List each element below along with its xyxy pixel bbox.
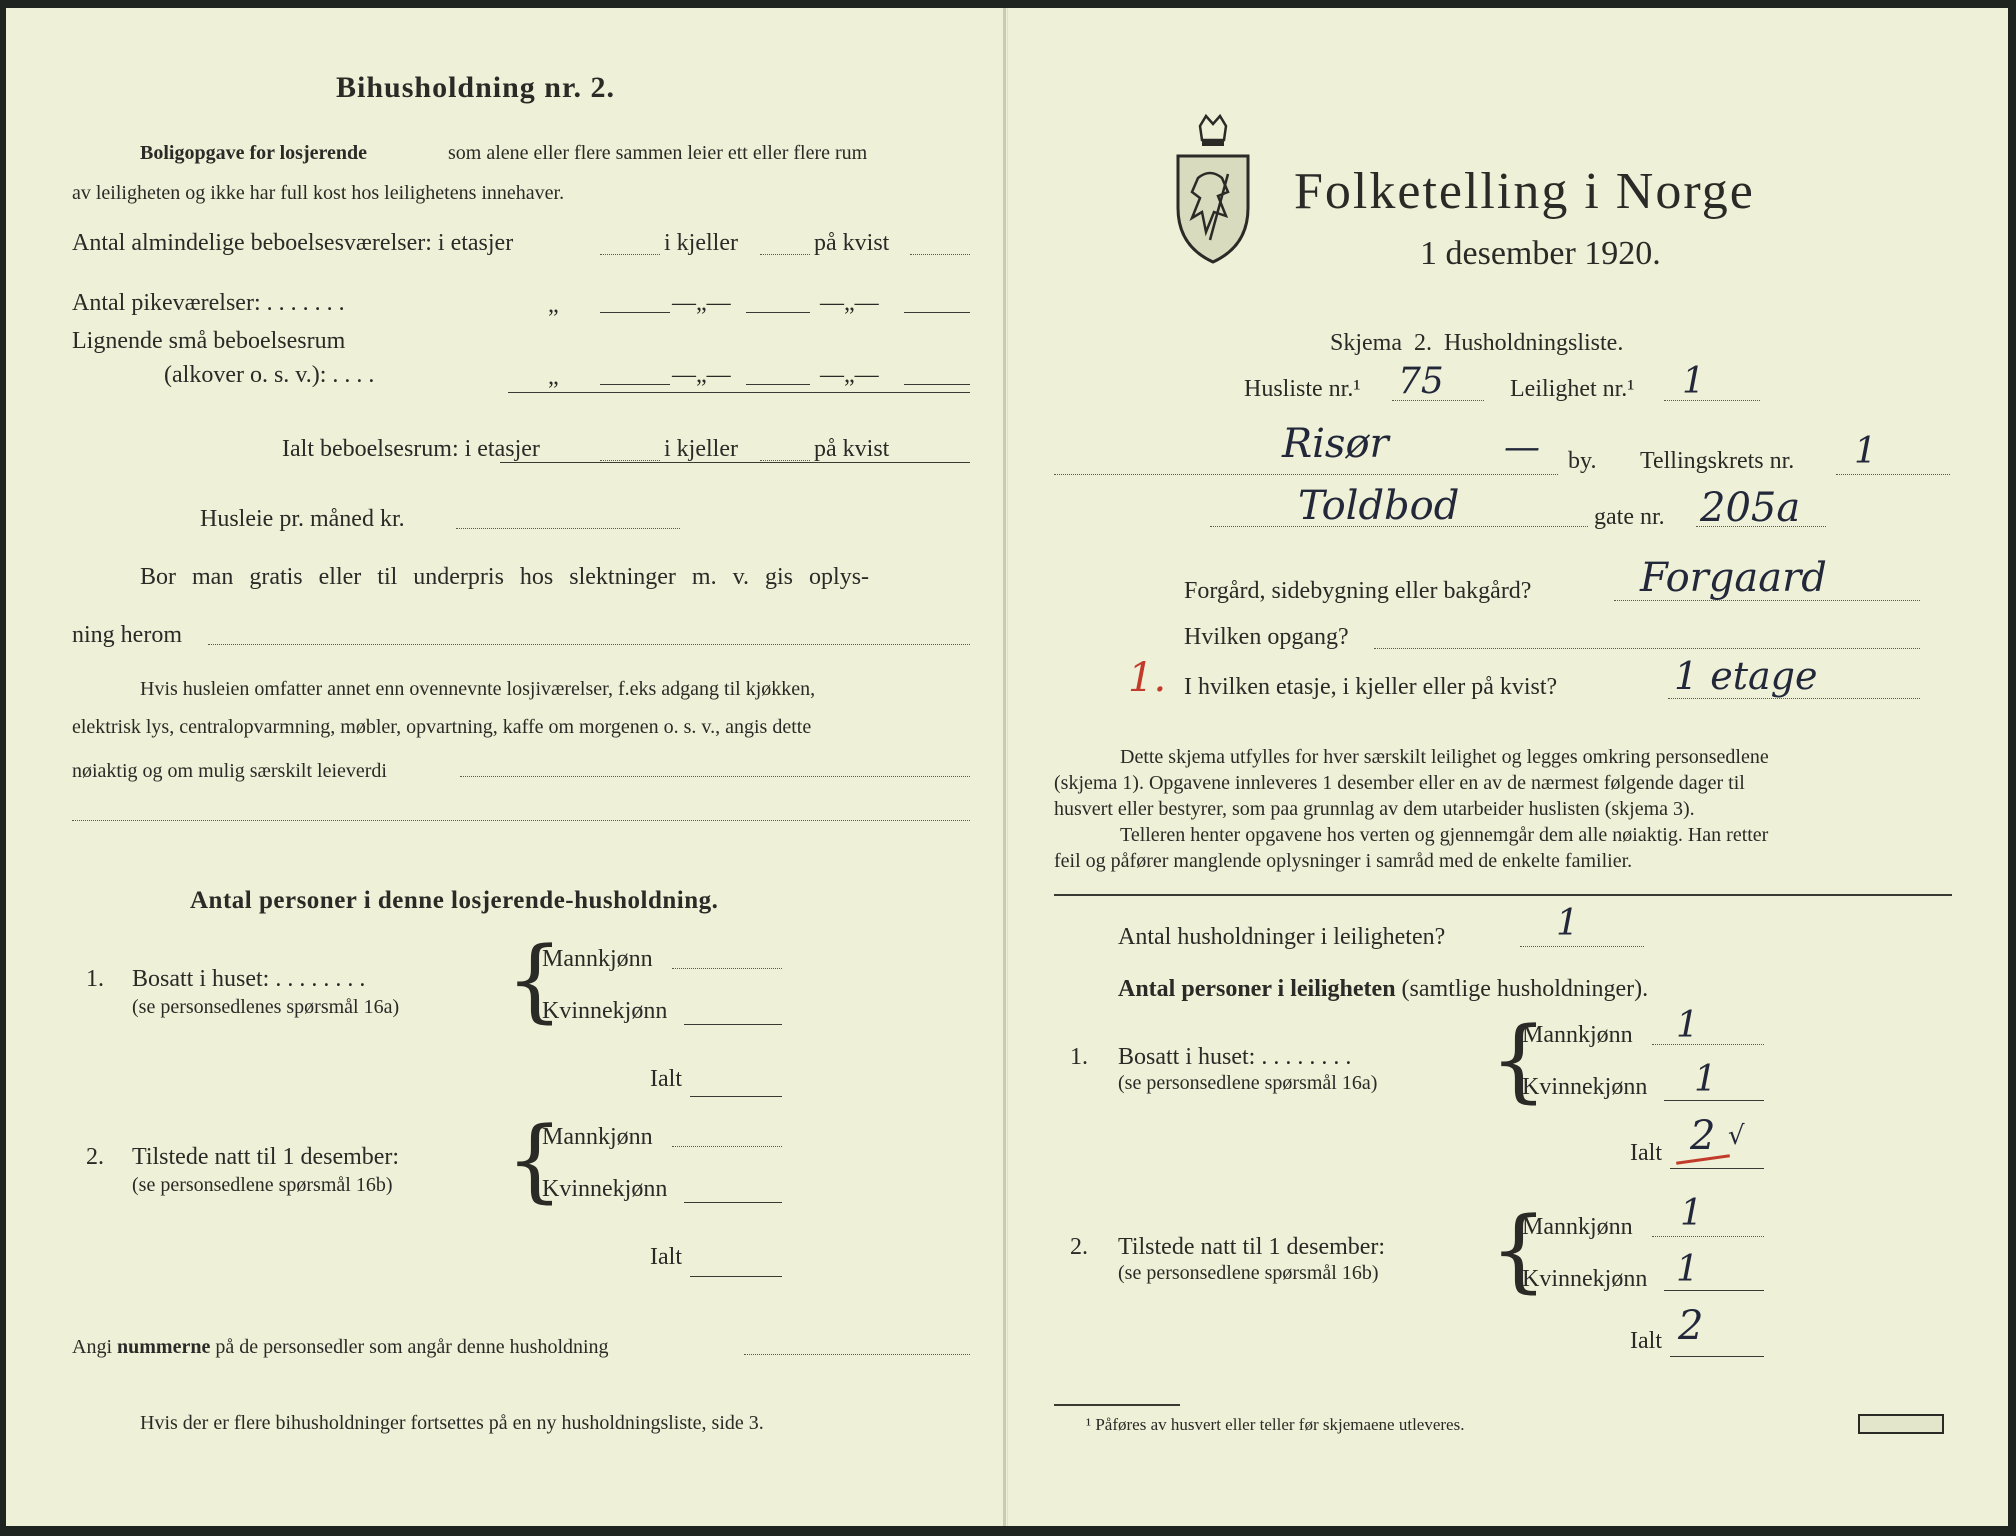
right-q2-female-label: Kvinnekjønn [1522,1266,1648,1292]
total-rooms-label: Ialt beboelsesrum: i etasjer [282,436,540,462]
left-q2-male-line [672,1146,782,1147]
rooms-label: Antal almindelige beboelsesværelser: i etasjer [72,230,514,256]
left-more-note: Hvis der er flere bihusholdninger fortsettes på en ny husholdningsliste, side 3. [140,1412,764,1434]
ditto-mark-2: „ [548,364,559,390]
town-line [1054,474,1558,475]
households-line [1520,946,1644,947]
leilighet-value: 1 [1682,361,1705,402]
right-q2-brace: { [1490,1198,1548,1303]
right-q1-male-label: Mannkjønn [1522,1022,1633,1048]
right-q2-ref: (se personsedlene spørsmål 16b) [1118,1262,1379,1284]
krets-line [1836,474,1950,475]
red-pencil-mark: 1. [1128,655,1167,701]
total-etasjer-line [600,460,660,461]
left-q1-label: Bosatt i huset: . . . . . . . . [132,966,366,992]
ditto-mark: „ [548,292,559,318]
ditto-dash-2: —„— [820,290,879,316]
instruction-line5: feil og påfører manglende oplysninger i samråd med de enkelte familier. [1054,850,1633,872]
maid-rooms-label: Antal pikeværelser: . . . . . . . [72,290,345,316]
right-q1-total-line [1670,1168,1764,1169]
krets-value: 1 [1854,431,1877,472]
forgard-answer: Forgaard [1640,555,1827,601]
right-q2-male-value: 1 [1680,1193,1703,1234]
right-q2-total-label: Ialt [1630,1328,1662,1354]
gate-value: 205a [1700,485,1801,531]
left-heading: Bihusholdning nr. 2. [336,71,616,104]
right-q2-female-value: 1 [1676,1249,1699,1290]
small-line-2 [746,384,810,385]
right-q1-check: √ [1728,1121,1745,1151]
leilighet-line [1664,400,1760,401]
maid-line-3 [904,312,970,313]
left-persons-heading: Antal personer i denne losjerende-husholdning. [190,887,719,914]
left-q1-female-label: Kvinnekjønn [542,998,668,1024]
total-cellar-line [760,460,810,461]
husliste-label: Husliste nr.¹ [1244,376,1361,402]
maid-line-1 [600,312,670,313]
ditto-dash-3: —„— [672,362,731,388]
intro-rest: som alene eller flere sammen leier ett eller flere rum [448,142,868,164]
left-q1-ref: (se personsedlenes spørsmål 16a) [132,996,400,1018]
street-value: Toldbod [1298,483,1460,529]
opgang-question: Hvilken opgang? [1184,624,1349,650]
rooms-cellar-label: i kjeller [664,230,738,256]
total-rooms-rule [500,462,970,463]
small-line-1 [600,384,670,385]
husliste-value: 75 [1398,361,1444,402]
total-cellar-label: i kjeller [664,436,738,462]
printer-stamp-icon [1858,1414,1944,1434]
rooms-attic-label: på kvist [814,230,890,256]
small-rooms-line1: Lignende små beboelsesrum [72,328,346,354]
right-q2-number: 2. [1070,1234,1088,1260]
etasje-question: I hvilken etasje, i kjeller eller på kvist? [1184,674,1558,700]
town-value: Risør [1282,421,1389,467]
krets-label: Tellingskrets nr. [1640,448,1795,474]
etasje-line [1668,698,1920,699]
left-q2-number: 2. [86,1144,104,1170]
street-line [1210,526,1588,527]
instruction-line4: Telleren henter opgavene hos verten og gjennemgår dem alle nøiaktig. Han retter [1120,824,1769,846]
households-value: 1 [1556,903,1579,944]
right-q1-brace: { [1490,1008,1548,1113]
left-q2-label: Tilstede natt til 1 desember: [132,1144,400,1170]
rent-label: Husleie pr. måned kr. [200,506,405,532]
forgard-question: Forgård, sidebygning eller bakgård? [1184,578,1532,604]
form-date: 1 desember 1920. [1420,235,1661,272]
right-q1-total-value: 2 [1690,1113,1716,1159]
right-q1-total-label: Ialt [1630,1140,1662,1166]
footnote-rule [1054,1404,1180,1406]
free-line1: Bor man gratis eller til underpris hos slektninger m. v. gis oplys- [140,564,870,590]
right-q2-total-value: 2 [1678,1303,1704,1349]
left-q1-female-line [684,1024,782,1025]
form-title: Folketelling i Norge [1294,163,1755,220]
households-label: Antal husholdninger i leiligheten? [1118,924,1446,950]
intro-line2: av leiligheten og ikke har full kost hos leilighetens innehaver. [72,182,565,204]
husliste-line [1392,400,1484,401]
note-line2: elektrisk lys, centralopvarmning, møbler, opvartning, kaffe om morgenen o. s. v., angis dette [72,716,812,738]
gate-line [1696,526,1826,527]
small-line-3 [904,384,970,385]
right-q1-number: 1. [1070,1044,1088,1070]
town-dash: — [1504,427,1540,468]
left-q1-male-label: Mannkjønn [542,946,653,972]
gate-label: gate nr. [1594,504,1665,530]
maid-line-2 [746,312,810,313]
by-label: by. [1568,448,1597,474]
note-line [460,776,970,777]
right-q2-label: Tilstede natt til 1 desember: [1118,1234,1386,1260]
right-q2-male-line [1652,1236,1764,1237]
left-q1-number: 1. [86,966,104,992]
left-q2-ref: (se personsedlene spørsmål 16b) [132,1174,393,1196]
small-sum-rule [508,392,970,393]
free-line [208,644,970,645]
ditto-dash-4: —„— [820,362,879,388]
opgang-line [1374,648,1920,649]
schema-label: Skjema 2. Husholdningsliste. [1330,330,1624,356]
note-line3: nøiaktig og om mulig særskilt leieverdi [72,760,387,782]
rooms-cellar-line [760,254,810,255]
footnote: ¹ Påføres av husvert eller teller før skjemaene utleveres. [1086,1415,1465,1434]
intro-bold: Boligopgave for losjerende [140,142,368,164]
left-q2-female-label: Kvinnekjønn [542,1176,668,1202]
page-fold-shadow [1007,0,1008,1536]
left-q1-total-line [690,1096,782,1097]
instruction-line2: (skjema 1). Opgavene innleveres 1 desember eller en av de nærmest følgende dager til [1054,772,1745,794]
left-numbers-line [744,1354,970,1355]
left-q2-male-label: Mannkjønn [542,1124,653,1150]
coat-of-arms-icon [1170,112,1256,268]
right-q2-total-line [1670,1356,1764,1357]
left-q1-male-line [672,968,782,969]
right-q1-female-value: 1 [1694,1059,1717,1100]
rooms-etasjer-line [600,254,660,255]
rent-line [456,528,680,529]
free-line2: ning herom [72,622,182,648]
etasje-answer: 1 etage [1674,654,1818,698]
instruction-line1: Dette skjema utfylles for hver særskilt leilighet og legges omkring personsedlene [1120,746,1769,768]
right-q1-female-label: Kvinnekjønn [1522,1074,1648,1100]
left-q2-female-line [684,1202,782,1203]
ditto-dash-1: —„— [672,290,731,316]
right-persons-heading: Antal personer i leiligheten (samtlige husholdninger). [1118,976,1649,1002]
rooms-attic-line [910,254,970,255]
page-fold [1003,0,1006,1536]
right-q1-ref: (se personsedlene spørsmål 16a) [1118,1072,1378,1094]
note-extra-line [72,820,970,821]
left-numbers-label: Angi nummerne på de personsedler som angår denne husholdning [72,1336,609,1358]
left-q2-total-label: Ialt [650,1244,682,1270]
left-q1-brace: { [506,928,564,1033]
right-q2-female-line [1664,1290,1764,1291]
right-q1-label: Bosatt i huset: . . . . . . . . [1118,1044,1352,1070]
right-q1-male-line [1652,1044,1764,1045]
note-line1: Hvis husleien omfatter annet enn ovennevnte losjiværelser, f.eks adgang til kjøkken, [140,678,816,700]
right-q1-male-value: 1 [1676,1005,1699,1046]
left-q1-total-label: Ialt [650,1066,682,1092]
small-rooms-line2: (alkover o. s. v.): . . . . [164,362,375,388]
right-q2-male-label: Mannkjønn [1522,1214,1633,1240]
left-q2-brace: { [506,1108,564,1213]
forgard-line [1614,600,1920,601]
left-q2-total-line [690,1276,782,1277]
right-q1-female-line [1664,1100,1764,1101]
section-rule [1054,894,1952,896]
instruction-line3: husvert eller bestyrer, som paa grunnlag av dem utarbeider huslisten (skjema 3). [1054,798,1695,820]
total-attic-label: på kvist [814,436,890,462]
leilighet-label: Leilighet nr.¹ [1510,376,1635,402]
